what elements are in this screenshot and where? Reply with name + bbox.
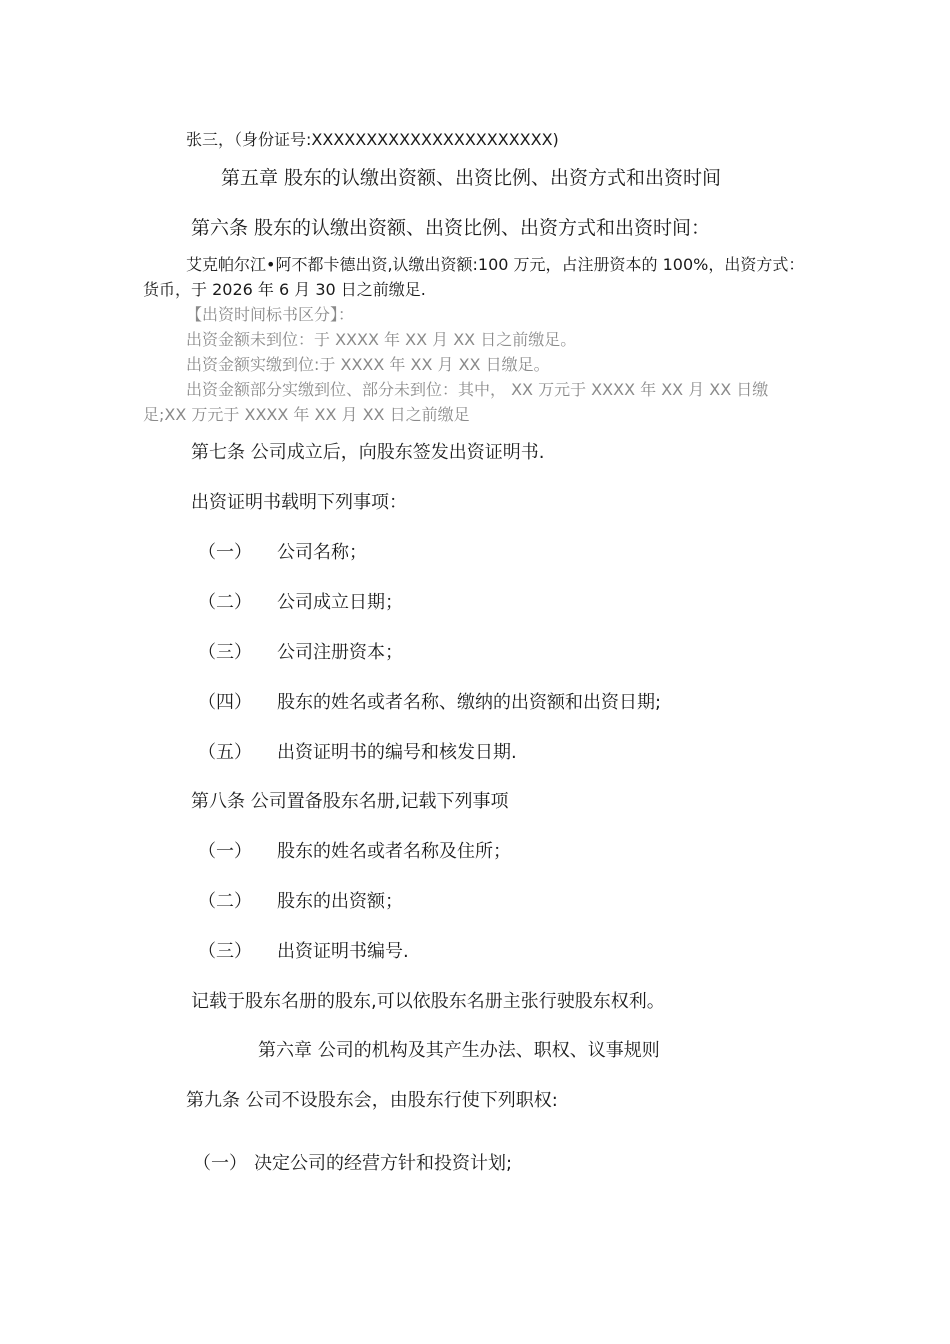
article-8-heading: 第八条 公司置备股东名册,记载下列事项 [191, 791, 509, 812]
list-item-number: （一） [193, 1153, 247, 1174]
funding-time-note-1: 出资金额未到位：于 XXXX 年 XX 月 XX 日之前缴足。 [186, 330, 577, 349]
list-item-text: 决定公司的经营方针和投资计划; [254, 1153, 513, 1174]
list-item-text: 出资证明书的编号和核发日期. [277, 742, 517, 763]
article-9-heading: 第九条 公司不设股东会，由股东行使下列职权: [186, 1090, 558, 1111]
list-item-text: 股东的姓名或者名称及住所； [277, 841, 511, 862]
list-item-text: 股东的出资额； [277, 891, 403, 912]
article-8-closing-text: 记载于股东名册的股东,可以依股东名册主张行驶股东权利。 [191, 991, 665, 1012]
article-6-paragraph-line-1: 艾克帕尔江•阿不都卡德出资,认缴出资额:100 万元，占注册资本的 100%，出资方式： [186, 255, 805, 274]
chapter-6-heading: 第六章 公司的机构及其产生办法、职权、议事规则 [258, 1040, 660, 1061]
list-item-number: （三） [198, 642, 252, 663]
list-item-text: 股东的姓名或者名称、缴纳的出资额和出资日期; [277, 692, 662, 713]
list-item-number: （三） [198, 941, 252, 962]
funding-time-note-3-line-1: 出资金额部分实缴到位、部分未到位：其中， XX 万元于 XXXX 年 XX 月 XX 日缴 [186, 380, 769, 399]
list-item-number: （二） [198, 891, 252, 912]
funding-time-note-3-line-2: 足;XX 万元于 XXXX 年 XX 月 XX 日之前缴足 [143, 405, 470, 424]
article-6-heading: 第六条 股东的认缴出资额、出资比例、出资方式和出资时间： [191, 217, 711, 239]
chapter-5-heading: 第五章 股东的认缴出资额、出资比例、出资方式和出资时间 [221, 167, 722, 189]
list-item-text: 公司注册资本； [277, 642, 403, 663]
list-item-text: 公司成立日期； [277, 592, 403, 613]
shareholder-id-line: 张三，（身份证号:XXXXXXXXXXXXXXXXXXXXXX) [186, 130, 559, 149]
funding-time-note-2: 出资金额实缴到位:于 XXXX 年 XX 月 XX 日缴足。 [186, 355, 550, 374]
article-6-paragraph-line-2: 货币，于 2026 年 6 月 30 日之前缴足. [143, 280, 426, 299]
list-item-number: （五） [198, 742, 252, 763]
article-7-subheading: 出资证明书载明下列事项： [191, 492, 407, 513]
list-item-number: （一） [198, 542, 252, 563]
list-item-number: （二） [198, 592, 252, 613]
list-item-number: （一） [198, 841, 252, 862]
funding-time-note-heading: 【出资时间标书区分】： [186, 305, 355, 324]
list-item-number: （四） [198, 692, 252, 713]
list-item-text: 公司名称； [277, 542, 367, 563]
article-7-heading: 第七条 公司成立后，向股东签发出资证明书. [191, 442, 545, 463]
list-item-text: 出资证明书编号. [277, 941, 409, 962]
